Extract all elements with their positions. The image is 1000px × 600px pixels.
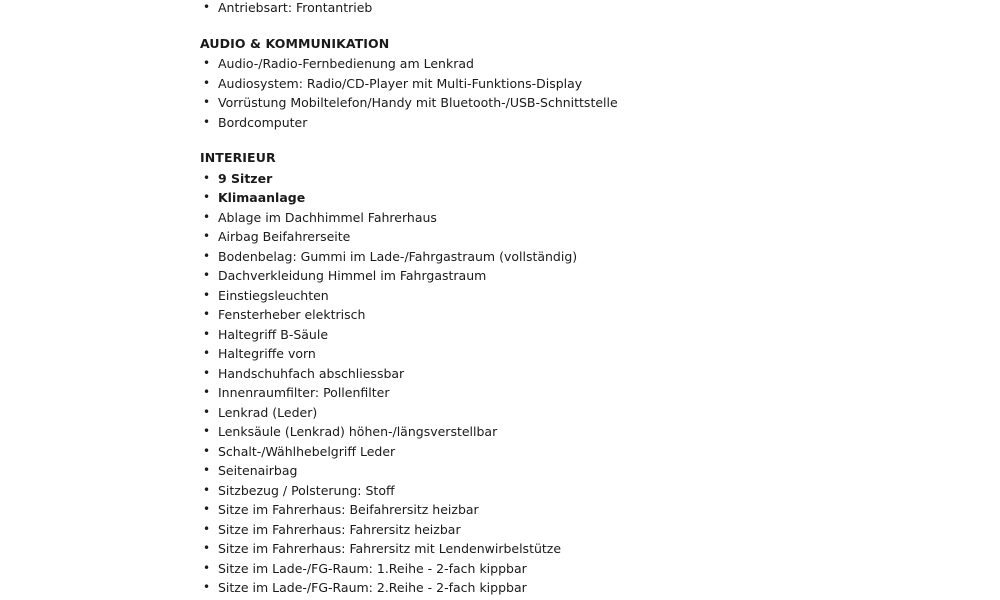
bullet-icon: • [203,95,211,109]
list-item [200,266,900,286]
list-item-text: Sitze im Fahrerhaus: Beifahrersitz heizbar [218,502,479,517]
list-item [200,500,900,520]
list-item-text: Haltegriff B-Säule [218,326,329,342]
list-item-text: Innenraumfilter: Pollenfilter [218,385,390,400]
bullet-icon: • [203,170,211,185]
bullet-icon: • [203,365,211,380]
list-item [200,442,900,462]
list-item-text: Lenksäule (Lenkrad) höhen-/längsverstellbar [218,424,498,439]
section-interieur [200,149,900,598]
bullet-icon: • [203,560,211,575]
list-item [200,461,900,481]
list-item-text: Dachverkleidung Himmel im Fahrgastraum [218,268,487,283]
bullet-icon: • [203,482,211,497]
list-item [200,113,900,133]
bullet-icon: • [203,209,211,224]
list-item [200,227,900,247]
bullet-icon: • [203,229,211,243]
list-item [200,383,900,403]
list-item [200,169,900,189]
bullet-icon: • [203,56,211,70]
list-item [200,286,900,306]
list-item-text: Sitze im Fahrerhaus: Fahrersitz heizbar [218,521,461,537]
list-item-text: Bodenbelag: Gummi im Lade-/Fahrgastraum (vollständig) [218,248,578,264]
bullet-icon: • [203,75,211,90]
list-item [200,520,900,540]
list-item [200,54,900,74]
bullet-icon: • [203,346,211,360]
list-item-text: Fensterheber elektrisch [218,307,366,322]
bullet-icon: • [203,287,211,302]
list-item-text: Sitze im Lade-/FG-Raum: 2.Reihe - 2-fach kippbar [218,580,527,595]
list-item [200,364,900,384]
list-item [200,422,900,442]
list-item-text: Vorrüstung Mobiltelefon/Handy mit Bluetooth-/USB-Schnittstelle [218,95,618,110]
bullet-icon: • [203,268,211,282]
list-item-text: Antriebsart: Frontantrieb [218,0,373,15]
bullet-icon: • [203,385,211,399]
list-item-text: Bordcomputer [218,114,308,130]
list-item-text: Lenkrad (Leder) [218,404,318,420]
bullet-icon: • [203,424,211,438]
bullet-icon: • [203,443,211,458]
list-item [200,325,900,345]
list-item [200,559,900,579]
list-item [200,344,900,364]
list-item-text: Schalt-/Wählhebelgriff Leder [218,443,396,459]
list-item [200,403,900,423]
list-item [200,188,900,208]
list-item [200,481,900,501]
section-title: AUDIO & KOMMUNIKATION [200,35,390,51]
section-title: INTERIEUR [200,150,276,165]
list-item-text: Einstiegsleuchten [218,287,329,303]
bullet-icon: • [203,0,211,14]
section-audio-kommunikation [200,35,900,133]
list-item-text: Audio-/Radio-Fernbedienung am Lenkrad [218,56,474,71]
list-item-text: Audiosystem: Radio/CD-Player mit Multi-Funktions-Display [218,75,583,91]
list-item-text: Airbag Beifahrerseite [218,229,351,244]
document-page [200,0,900,598]
list-item-text: Sitze im Lade-/FG-Raum: 1.Reihe - 2-fach kippbar [218,560,527,576]
list-item-text: Sitze im Fahrerhaus: Fahrersitz mit Lendenwirbelstütze [218,541,562,556]
bullet-icon: • [203,248,211,263]
bullet-icon: • [203,307,211,321]
list-item [200,0,900,18]
bullet-icon: • [203,114,211,129]
list-item [200,74,900,94]
bullet-icon: • [203,326,211,341]
bullet-icon: • [203,190,211,204]
feature-list [200,169,900,598]
list-item-text: 9 Sitzer [218,170,273,186]
list-item-text: Handschuhfach abschliessbar [218,365,405,381]
bullet-icon: • [203,521,211,536]
list-item-text: Klimaanlage [218,190,306,205]
list-item [200,578,900,598]
feature-list [200,54,900,132]
list-item-text: Haltegriffe vorn [218,346,316,361]
list-item [200,208,900,228]
bullet-icon: • [203,541,211,555]
list-item-text: Sitzbezug / Polsterung: Stoff [218,482,395,498]
section-antrieb [200,0,900,18]
bullet-icon: • [203,580,211,594]
list-item [200,305,900,325]
list-item [200,247,900,267]
bullet-icon: • [203,502,211,516]
list-item [200,539,900,559]
list-item-text: Seitenairbag [218,463,298,478]
bullet-icon: • [203,404,211,419]
feature-list [200,0,900,18]
list-item [200,93,900,113]
bullet-icon: • [203,463,211,477]
list-item-text: Ablage im Dachhimmel Fahrerhaus [218,209,437,225]
